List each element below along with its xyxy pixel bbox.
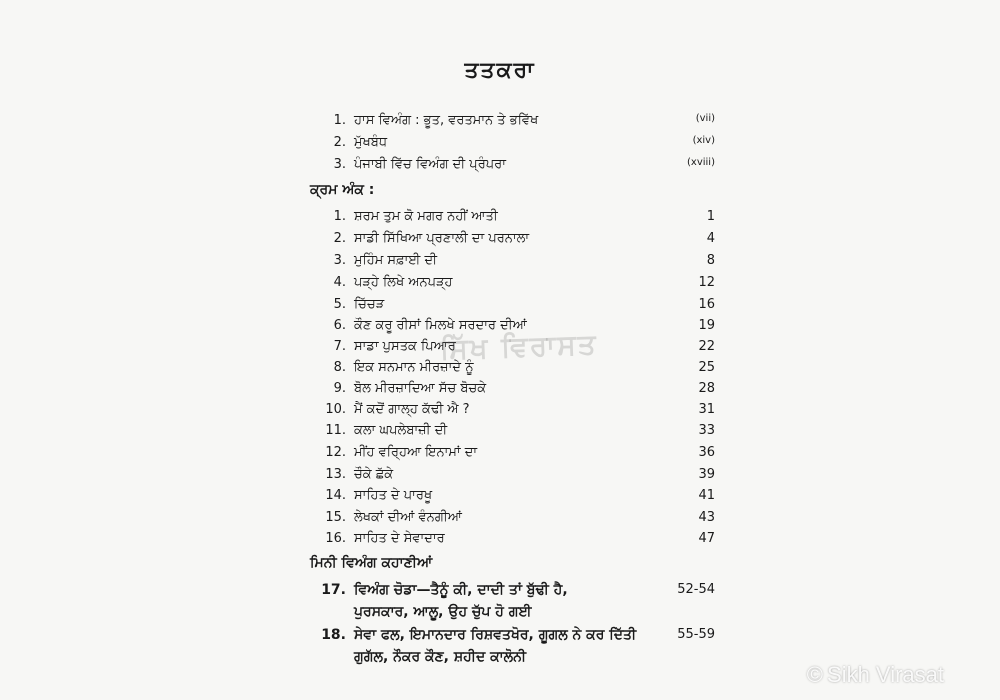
entry-title: ਚੌਕੇ ਛੱਕੇ — [354, 467, 394, 482]
entry-title-line2: ਪੁਰਸਕਾਰ, ਆਲੂ, ਉਹ ਚੁੱਪ ਹੋ ਗਈ — [354, 604, 532, 620]
entry-page: (vii) — [695, 113, 715, 124]
entry-number: 16. — [325, 531, 346, 546]
entry-page: 19 — [698, 318, 715, 333]
watermark-center: ਸਿੱਖ ਵਿਰਾਸਤ — [439, 327, 599, 366]
entry-title: ਲੇਖਕਾਂ ਦੀਆਂ ਵੰਨਗੀਆਂ — [354, 510, 462, 525]
entry-page: (xiv) — [692, 135, 715, 146]
watermark-text: Sikh Virasat — [827, 662, 944, 687]
mini-row — [0, 582, 1000, 604]
entry-number: 18. — [321, 627, 346, 643]
entry-number: 3. — [333, 157, 346, 172]
toc-row — [0, 275, 1000, 297]
entry-number: 1. — [333, 209, 346, 224]
entry-page: 33 — [698, 423, 715, 438]
entry-page: 28 — [698, 381, 715, 396]
entry-number: 13. — [325, 467, 346, 482]
entry-page: 55-59 — [677, 627, 715, 642]
toc-row — [0, 423, 1000, 445]
toc-row — [0, 253, 1000, 275]
entry-title: ਪੰਜਾਬੀ ਵਿੱਚ ਵਿਅੰਗ ਦੀ ਪ੍ਰੰਪਰਾ — [354, 157, 506, 172]
toc-row — [0, 488, 1000, 510]
entry-page: 41 — [698, 488, 715, 503]
intro-row — [0, 113, 1000, 135]
section-heading: ਕ੍ਰਮ ਅੰਕ : — [310, 182, 375, 198]
entry-page: 22 — [698, 339, 715, 354]
entry-number: 6. — [333, 318, 346, 333]
entry-number: 4. — [333, 275, 346, 290]
entry-title: ਸਾਹਿਤ ਦੇ ਪਾਰਖੂ — [354, 488, 433, 503]
entry-page: 8 — [706, 253, 715, 268]
entry-number: 14. — [325, 488, 346, 503]
entry-page: (xviii) — [687, 157, 715, 168]
entry-page: 47 — [698, 531, 715, 546]
entry-number: 3. — [333, 253, 346, 268]
entry-title: ਮੁੱਖਬੰਧ — [354, 135, 388, 150]
entry-number: 17. — [321, 582, 346, 598]
entry-title-line1: ਵਿਅੰਗ ਚੋਡਾ—ਤੈਨੂੰ ਕੀ, ਦਾਦੀ ਤਾਂ ਬੁੱਢੀ ਹੈ, — [354, 582, 568, 598]
toc-row — [0, 402, 1000, 424]
mini-row — [0, 627, 1000, 649]
intro-row — [0, 135, 1000, 157]
entry-title: ਸ਼ਰਮ ਤੁਮ ਕੋ ਮਗਰ ਨਹੀਂ ਆਤੀ — [354, 209, 498, 224]
page-title: ਤਤਕਰਾ — [464, 58, 536, 83]
entry-title: ਕਲਾ ਘਪਲੇਬਾਜ਼ੀ ਦੀ — [354, 423, 448, 438]
intro-row — [0, 157, 1000, 179]
toc-row — [0, 209, 1000, 231]
entry-title: ਬੋਲ ਮੀਰਜ਼ਾਦਿਆ ਸੱਚ ਬੋਚਕੇ — [354, 381, 487, 396]
entry-number: 2. — [333, 231, 346, 246]
entry-title: ਇਕ ਸਨਮਾਨ ਮੀਰਜ਼ਾਦੇ ਨੂੰ — [354, 360, 474, 375]
entry-page: 1 — [706, 209, 715, 224]
entry-title: ਪੜ੍ਹੇ ਲਿਖੇ ਅਨਪੜ੍ਹ — [354, 275, 453, 290]
entry-number: 11. — [325, 423, 346, 438]
entry-title: ਸਾਡਾ ਪੁਸਤਕ ਪਿਆਰ — [354, 339, 456, 354]
entry-page: 4 — [706, 231, 715, 246]
entry-number: 9. — [333, 381, 346, 396]
entry-page: 12 — [698, 275, 715, 290]
entry-page: 25 — [698, 360, 715, 375]
entry-title-line2: ਗੁਗੱਲ, ਨੌਕਰ ਕੌਣ, ਸ਼ਹੀਦ ਕਾਲੋਨੀ — [354, 649, 527, 665]
toc-row — [0, 381, 1000, 403]
entry-number: 1. — [333, 113, 346, 128]
entry-number: 5. — [333, 297, 346, 312]
entry-title: ਸਾਡੀ ਸਿੱਖਿਆ ਪ੍ਰਣਾਲੀ ਦਾ ਪਰਨਾਲਾ — [354, 231, 530, 246]
toc-row — [0, 231, 1000, 253]
mini-section-heading: ਮਿਨੀ ਵਿਅੰਗ ਕਹਾਣੀਆਂ — [310, 555, 433, 571]
toc-row — [0, 445, 1000, 467]
entry-page: 43 — [698, 510, 715, 525]
entry-page: 39 — [698, 467, 715, 482]
entry-title: ਚਿੱਚੜ — [354, 297, 385, 312]
copyright-icon: © — [806, 662, 824, 687]
entry-number: 8. — [333, 360, 346, 375]
entry-page: 36 — [698, 445, 715, 460]
toc-row — [0, 467, 1000, 489]
entry-number: 12. — [325, 445, 346, 460]
entry-page: 31 — [698, 402, 715, 417]
entry-title: ਮੈਂ ਕਦੋਂ ਗਾਲ੍ਹ ਕੱਢੀ ਐ ? — [354, 402, 470, 417]
mini-row-continued — [0, 604, 1000, 626]
toc-row — [0, 297, 1000, 319]
entry-title-line1: ਸੇਵਾ ਫਲ, ਇਮਾਨਦਾਰ ਰਿਸ਼ਵਤਖੋਰ, ਗੂਗਲ ਨੇ ਕਰ ਦਿੱਤੀ — [354, 627, 637, 643]
entry-title: ਹਾਸ ਵਿਅੰਗ : ਭੂਤ, ਵਰਤਮਾਨ ਤੇ ਭਵਿੱਖ — [354, 113, 539, 128]
entry-title: ਕੌਣ ਕਰੂ ਰੀਸਾਂ ਮਿਲਖੇ ਸਰਦਾਰ ਦੀਆਂ — [354, 318, 527, 333]
entry-title: ਸਾਹਿਤ ਦੇ ਸੇਵਾਦਾਰ — [354, 531, 445, 546]
entry-number: 7. — [333, 339, 346, 354]
entry-page: 52-54 — [677, 582, 715, 597]
entry-number: 15. — [325, 510, 346, 525]
toc-row — [0, 531, 1000, 553]
entry-number: 2. — [333, 135, 346, 150]
entry-number: 10. — [325, 402, 346, 417]
entry-title: ਮੁਹਿੰਮ ਸਫ਼ਾਈ ਦੀ — [354, 253, 438, 268]
toc-row — [0, 510, 1000, 532]
entry-page: 16 — [698, 297, 715, 312]
entry-title: ਮੀਂਹ ਵਰ੍ਹਿਆ ਇਨਾਮਾਂ ਦਾ — [354, 445, 478, 460]
watermark-corner — [807, 662, 944, 688]
